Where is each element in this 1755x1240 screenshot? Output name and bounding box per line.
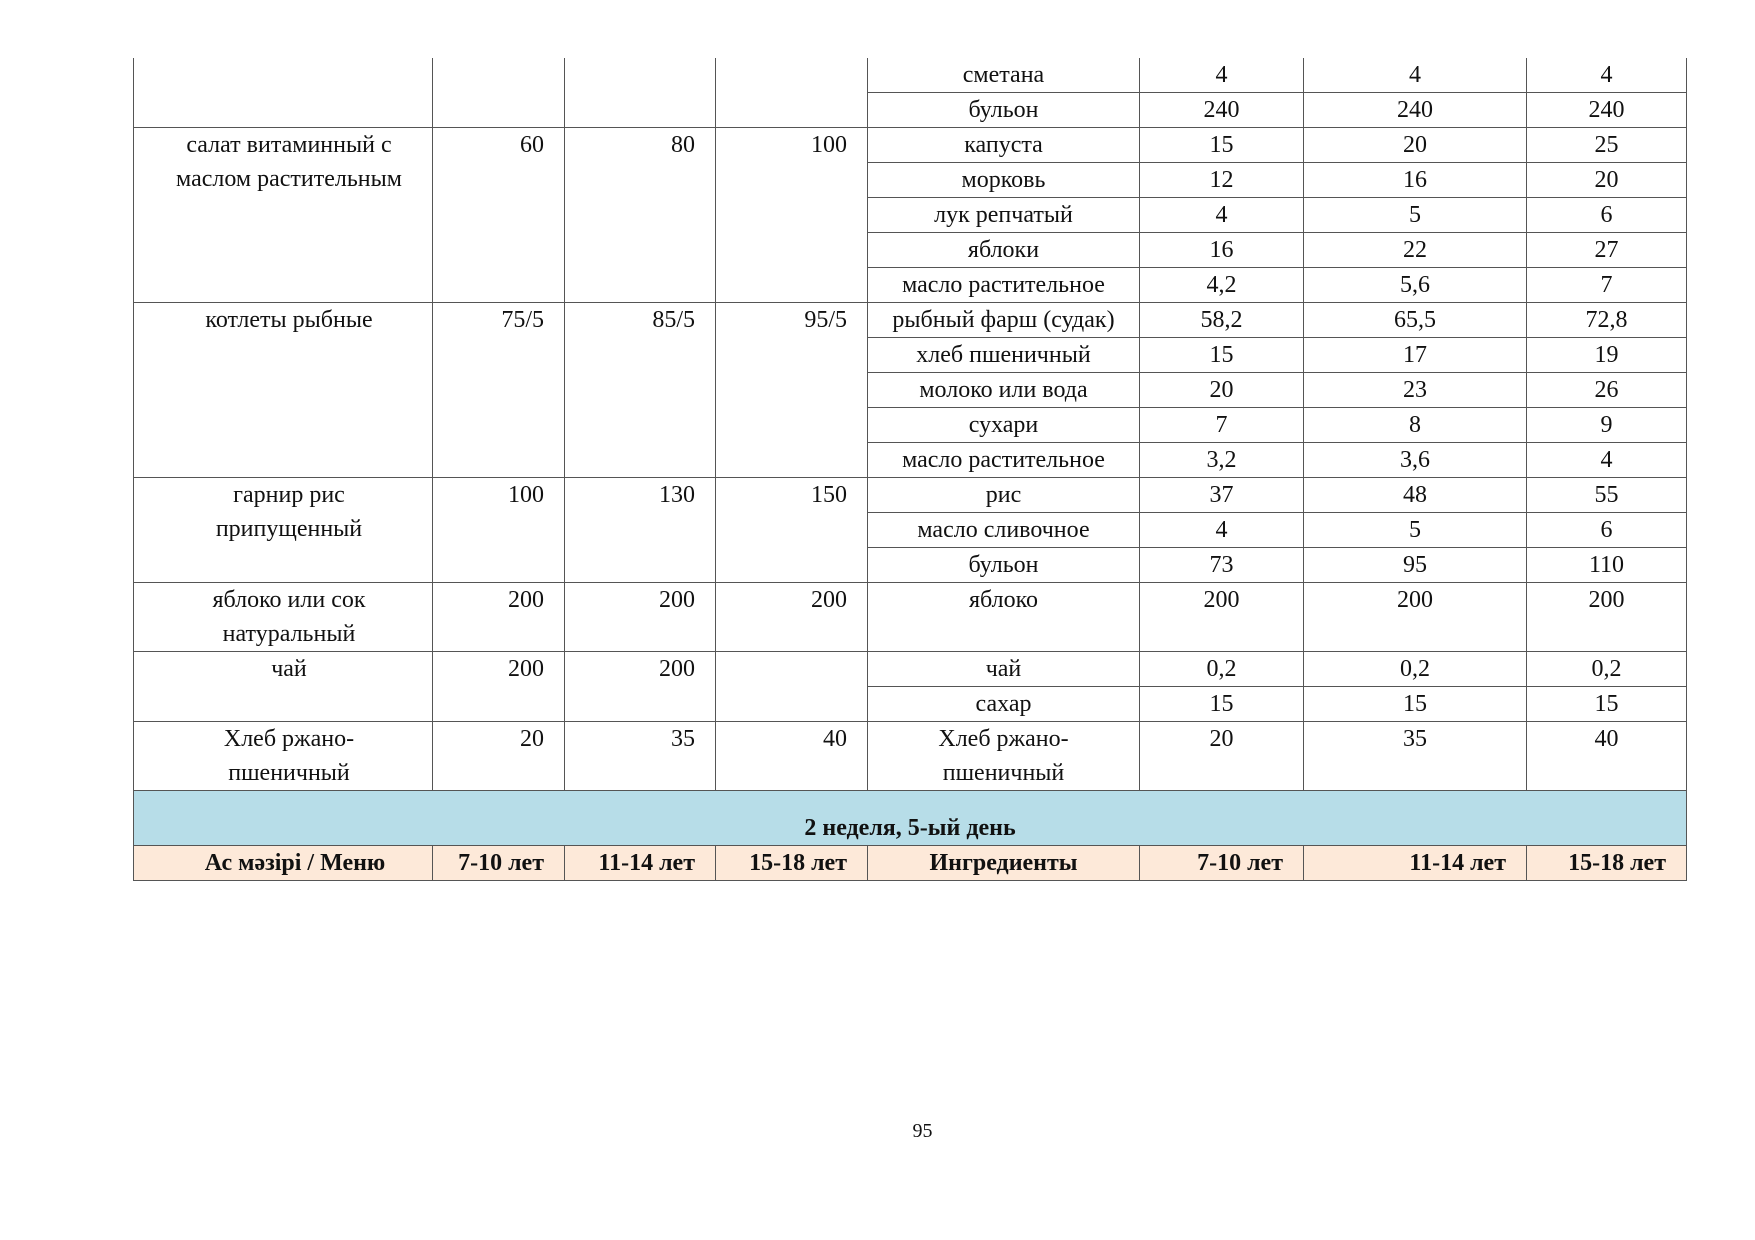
dish-name: яблоко или сок натуральный	[134, 583, 433, 652]
ingredient-name: Хлеб ржано-пшеничный	[868, 722, 1140, 791]
ingredient-15-18: 40	[1527, 722, 1687, 791]
ingredient-name: рис	[868, 478, 1140, 513]
ingredient-7-10: 3,2	[1140, 443, 1304, 478]
dish-name: котлеты рыбные	[134, 303, 433, 478]
ingredient-name: капуста	[868, 128, 1140, 163]
portion-11-14: 130	[565, 478, 716, 583]
ingredient-15-18: 6	[1527, 198, 1687, 233]
ingredient-7-10: 58,2	[1140, 303, 1304, 338]
ingredient-7-10: 4,2	[1140, 268, 1304, 303]
ingredient-11-14: 5	[1304, 513, 1527, 548]
ingredient-7-10: 73	[1140, 548, 1304, 583]
header-age-7-10: 7-10 лет	[433, 846, 565, 881]
table-row	[134, 58, 1687, 93]
ingredient-15-18: 25	[1527, 128, 1687, 163]
ingredient-11-14: 16	[1304, 163, 1527, 198]
ingredient-7-10: 200	[1140, 583, 1304, 652]
ingredient-7-10: 37	[1140, 478, 1304, 513]
ingredient-7-10: 240	[1140, 93, 1304, 128]
portion-11-14: 80	[565, 128, 716, 303]
ingredient-name: хлеб пшеничный	[868, 338, 1140, 373]
portion-15-18: 150	[716, 478, 868, 583]
portion-11-14	[565, 58, 716, 128]
ingredient-15-18: 0,2	[1527, 652, 1687, 687]
ingredient-15-18: 9	[1527, 408, 1687, 443]
ingredient-15-18: 7	[1527, 268, 1687, 303]
ingredient-11-14: 17	[1304, 338, 1527, 373]
portion-7-10	[433, 58, 565, 128]
ingredient-name: морковь	[868, 163, 1140, 198]
ingredient-15-18: 240	[1527, 93, 1687, 128]
table-row	[134, 478, 1687, 513]
ingredient-name: чай	[868, 652, 1140, 687]
header-menu: Ас мәзірі / Меню	[134, 846, 433, 881]
header-ingredients: Ингредиенты	[868, 846, 1140, 881]
ingredient-11-14: 95	[1304, 548, 1527, 583]
header-ing-age-7-10: 7-10 лет	[1140, 846, 1304, 881]
ingredient-7-10: 4	[1140, 58, 1304, 93]
ingredient-11-14: 22	[1304, 233, 1527, 268]
ingredient-15-18: 19	[1527, 338, 1687, 373]
ingredient-7-10: 15	[1140, 338, 1304, 373]
dish-name: чай	[134, 652, 433, 722]
ingredient-15-18: 15	[1527, 687, 1687, 722]
portion-15-18: 200	[716, 583, 868, 652]
ingredient-11-14: 5	[1304, 198, 1527, 233]
section-title: 2 неделя, 5-ый день	[134, 791, 1687, 846]
ingredient-name: масло растительное	[868, 268, 1140, 303]
menu-table	[133, 58, 1687, 881]
ingredient-7-10: 12	[1140, 163, 1304, 198]
table-row	[134, 583, 1687, 652]
ingredient-7-10: 20	[1140, 373, 1304, 408]
ingredient-15-18: 6	[1527, 513, 1687, 548]
dish-name	[134, 58, 433, 128]
ingredient-11-14: 20	[1304, 128, 1527, 163]
ingredient-name: сметана	[868, 58, 1140, 93]
ingredient-15-18: 26	[1527, 373, 1687, 408]
ingredient-name: сахар	[868, 687, 1140, 722]
ingredient-15-18: 27	[1527, 233, 1687, 268]
table-row	[134, 128, 1687, 163]
table-row	[134, 722, 1687, 791]
ingredient-11-14: 200	[1304, 583, 1527, 652]
table-body	[134, 58, 1687, 791]
dish-name: салат витаминный с маслом растительным	[134, 128, 433, 303]
ingredient-11-14: 240	[1304, 93, 1527, 128]
ingredient-11-14: 15	[1304, 687, 1527, 722]
portion-15-18: 95/5	[716, 303, 868, 478]
ingredient-name: бульон	[868, 548, 1140, 583]
ingredient-7-10: 15	[1140, 128, 1304, 163]
section-title-row	[134, 791, 1687, 846]
portion-15-18: 40	[716, 722, 868, 791]
ingredient-11-14: 4	[1304, 58, 1527, 93]
portion-7-10: 100	[433, 478, 565, 583]
table-row	[134, 303, 1687, 338]
ingredient-15-18: 55	[1527, 478, 1687, 513]
ingredient-15-18: 72,8	[1527, 303, 1687, 338]
portion-15-18	[716, 652, 868, 722]
ingredient-7-10: 20	[1140, 722, 1304, 791]
portion-7-10: 60	[433, 128, 565, 303]
ingredient-11-14: 23	[1304, 373, 1527, 408]
portion-11-14: 200	[565, 652, 716, 722]
ingredient-7-10: 15	[1140, 687, 1304, 722]
ingredient-15-18: 200	[1527, 583, 1687, 652]
portion-11-14: 35	[565, 722, 716, 791]
ingredient-11-14: 48	[1304, 478, 1527, 513]
header-ing-age-11-14: 11-14 лет	[1304, 846, 1527, 881]
ingredient-11-14: 3,6	[1304, 443, 1527, 478]
ingredient-11-14: 0,2	[1304, 652, 1527, 687]
ingredient-11-14: 8	[1304, 408, 1527, 443]
ingredient-7-10: 4	[1140, 513, 1304, 548]
ingredient-name: бульон	[868, 93, 1140, 128]
ingredient-11-14: 35	[1304, 722, 1527, 791]
portion-11-14: 85/5	[565, 303, 716, 478]
portion-11-14: 200	[565, 583, 716, 652]
ingredient-name: молоко или вода	[868, 373, 1140, 408]
ingredient-11-14: 5,6	[1304, 268, 1527, 303]
header-ing-age-15-18: 15-18 лет	[1527, 846, 1687, 881]
portion-7-10: 200	[433, 583, 565, 652]
portion-7-10: 75/5	[433, 303, 565, 478]
ingredient-7-10: 4	[1140, 198, 1304, 233]
ingredient-name: рыбный фарш (судак)	[868, 303, 1140, 338]
ingredient-name: яблоки	[868, 233, 1140, 268]
ingredient-11-14: 65,5	[1304, 303, 1527, 338]
ingredient-name: масло сливочное	[868, 513, 1140, 548]
portion-15-18	[716, 58, 868, 128]
dish-name: гарнир рис припущенный	[134, 478, 433, 583]
portion-15-18: 100	[716, 128, 868, 303]
portion-7-10: 20	[433, 722, 565, 791]
ingredient-15-18: 20	[1527, 163, 1687, 198]
header-age-15-18: 15-18 лет	[716, 846, 868, 881]
portion-7-10: 200	[433, 652, 565, 722]
ingredient-15-18: 4	[1527, 443, 1687, 478]
header-row	[134, 846, 1687, 881]
ingredient-7-10: 0,2	[1140, 652, 1304, 687]
table-row	[134, 652, 1687, 687]
ingredient-15-18: 110	[1527, 548, 1687, 583]
ingredient-name: лук репчатый	[868, 198, 1140, 233]
ingredient-7-10: 16	[1140, 233, 1304, 268]
ingredient-7-10: 7	[1140, 408, 1304, 443]
page-number: 95	[912, 1120, 933, 1142]
header-age-11-14: 11-14 лет	[565, 846, 716, 881]
dish-name: Хлеб ржано-пшеничный	[134, 722, 433, 791]
ingredient-15-18: 4	[1527, 58, 1687, 93]
ingredient-name: яблоко	[868, 583, 1140, 652]
ingredient-name: масло растительное	[868, 443, 1140, 478]
ingredient-name: сухари	[868, 408, 1140, 443]
